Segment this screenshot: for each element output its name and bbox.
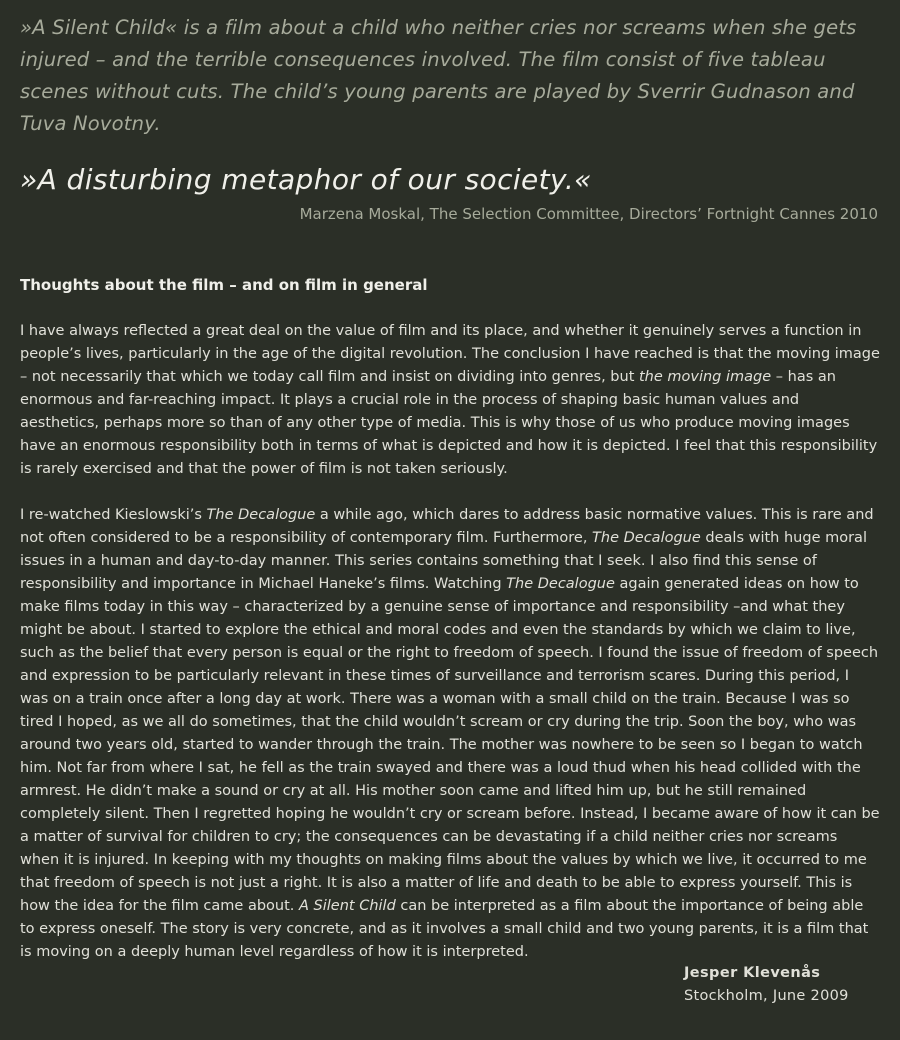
emphasis-moving-image: the moving image <box>638 369 772 385</box>
intro-paragraph: »A Silent Child« is a film about a child who neither cries nor screams when she gets injured – and the terrible consequences involved. The film consist of five tableau scenes without cuts. The child’s young parents are played by Sverrir Gudnason and Tuva Novotny. <box>20 16 857 135</box>
article <box>20 12 880 964</box>
title-the-decalogue: The Decalogue <box>592 530 701 546</box>
title-a-silent-child: A Silent Child <box>299 898 396 914</box>
quote-attribution: Marzena Moskal, The Selection Committee, Directors’ Fortnight Cannes 2010 <box>299 205 878 223</box>
title-the-decalogue: The Decalogue <box>206 507 316 523</box>
author-name: Jesper Klevenås <box>684 965 821 981</box>
place-and-date: Stockholm, June 2009 <box>684 988 849 1004</box>
essay-heading: Thoughts about the film – and on film in general <box>20 276 428 294</box>
essay-paragraph-1: I have always reflected a great deal on the value of film and its place, and whether it genuinely serves a function in people’s lives, particularly in the age of the digital revolution. The conclusion I have reached is that the moving image – not necessarily that which we today call film and insist on dividing into genres, but the moving image – has an enormous and far-reaching impact. It plays a crucial role in the process of shaping basic human values and aesthetics, perhaps more so than of any other type of media. This is why those of us who produce moving images have an enormous responsibility both in terms of what is depicted and how it is depicted. I feel that this responsibility is rarely exercised and that the power of film is not taken seriously. <box>20 323 880 477</box>
pull-quote: »A disturbing metaphor of our society.« <box>20 163 592 196</box>
signature-block <box>684 962 849 1008</box>
title-the-decalogue: The Decalogue <box>506 576 615 592</box>
essay-paragraph-2: I re-watched Kieslowski’s The Decalogue a while ago, which dares to address basic normative values. This is rare and not often considered to be a responsibility of contemporary film. Furthermore, The Decalogue deals with huge moral issues in a human and day-to-day manner. This series contains something that I seek. I also find this sense of responsibility and importance in Michael Haneke’s films. Watching The Decalogue again generated ideas on how to make films today in this way – characterized by a genuine sense of importance and responsibility –and what they might be about. I started to explore the ethical and moral codes and even the standards by which we claim to live, such as the belief that every person is equal or the right to freedom of speech. I found the issue of freedom of speech and expression to be particularly relevant in these times of surveillance and terrorism scares. During this period, I was on a train once after a long day at work. There was a woman with a small child on the train. Because I was so tired I hoped, as we all do sometimes, that the child wouldn’t scream or cry during the trip. Soon the boy, who was around two years old, started to wander through the train. The mother was nowhere to be seen so I began to watch him. Not far from where I sat, he fell as the train swayed and there was a loud thud when his head collided with the armrest. He didn’t make a sound or cry at all. His mother soon came and lifted him up, but he still remained completely silent. Then I regretted hoping he wouldn’t cry or scream before. Instead, I became aware of how it can be a matter of survival for children to cry; the consequences can be devastating if a child neither cries nor screams when it is injured. In keeping with my thoughts on making films about the values by which we live, it occurred to me that freedom of speech is not just a right. It is also a matter of life and death to be able to express yourself. This is how the idea for the film came about. A Silent Child can be interpreted as a film about the importance of being able to express oneself. The story is very concrete, and as it involves a small child and two young parents, it is a film that is moving on a deeply human level regardless of how it is interpreted. <box>20 507 880 960</box>
